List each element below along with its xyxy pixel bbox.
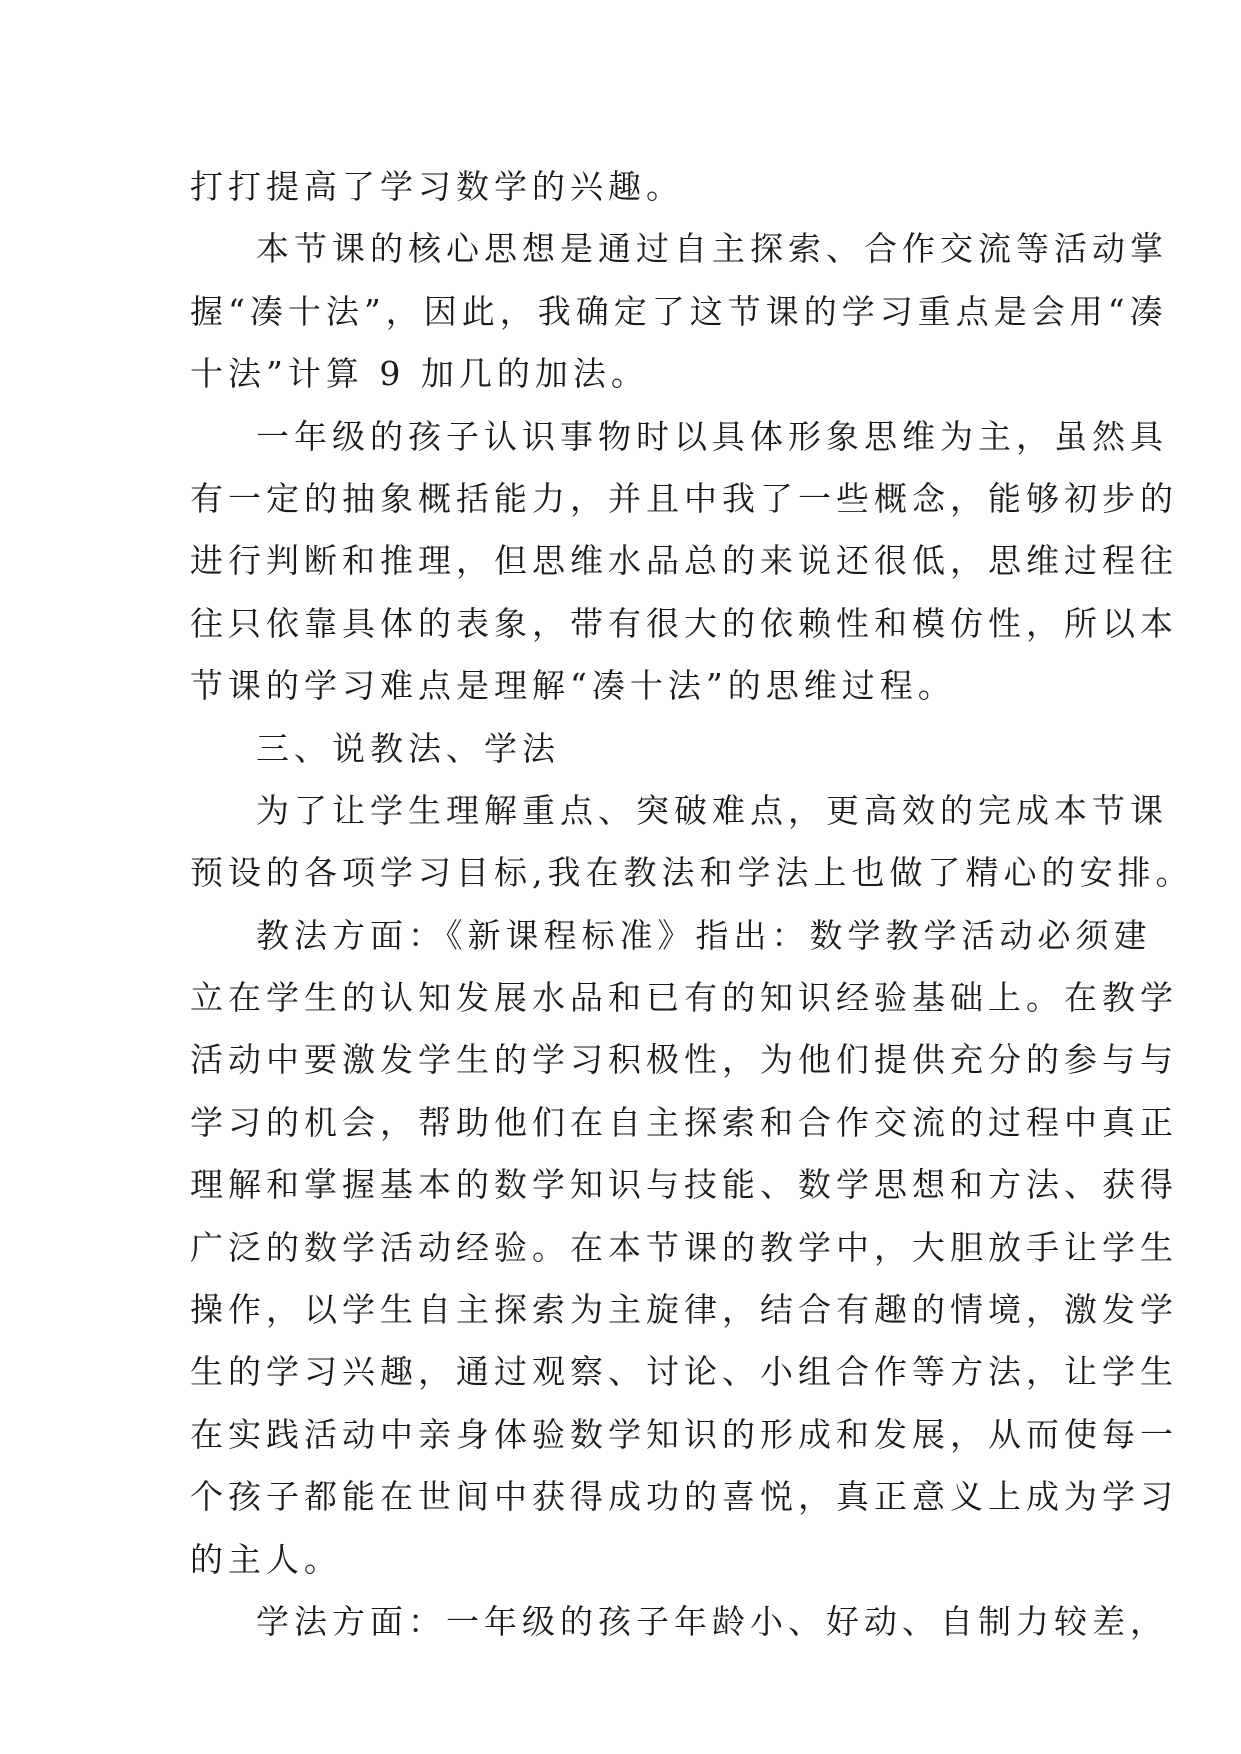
document-body — [190, 156, 1194, 1653]
text-line: 预设的各项学习目标,我在教法和学法上也做了精心的安排。 — [190, 853, 1194, 893]
text-line: 为了让学生理解重点、突破难点，更高效的完成本节课 — [256, 790, 1168, 830]
text-line: 一年级的孩子认识事物时以具体形象思维为主，虽然具 — [256, 416, 1168, 456]
text-line: 教法方面：《新课程标准》指出：数学教学活动必须建 — [256, 915, 1152, 955]
text-line: 广泛的数学活动经验。在本节课的教学中，大胆放手让学生 — [190, 1227, 1178, 1267]
text-line: 本节课的核心思想是通过自主探索、合作交流等活动掌 — [256, 229, 1168, 269]
text-line: 理解和掌握基本的数学知识与技能、数学思想和方法、获得 — [190, 1165, 1178, 1205]
text-line: 在实践活动中亲身体验数学知识的形成和发展，从而使每一 — [190, 1414, 1178, 1454]
text-line: 立在学生的认知发展水品和已有的知识经验基础上。在教学 — [190, 978, 1178, 1018]
text-line: 十法”计算 9 加几的加法。 — [190, 354, 649, 394]
text-line: 学法方面：一年级的孩子年龄小、好动、自制力较差， — [256, 1601, 1168, 1641]
text-line: 活动中要激发学生的学习积极性，为他们提供充分的参与与 — [190, 1040, 1178, 1080]
text-line: 有一定的抽象概括能力，并且中我了一些概念，能够初步的 — [190, 478, 1178, 518]
text-line: 个孩子都能在世间中获得成功的喜悦，真正意义上成为学习 — [190, 1477, 1178, 1517]
text-line: 进行判断和推理，但思维水品总的来说还很低，思维过程往 — [190, 541, 1178, 581]
text-line: 的主人。 — [190, 1539, 342, 1579]
text-line: 打打提高了学习数学的兴趣。 — [190, 167, 684, 206]
text-line: 握“凑十法”，因此，我确定了这节课的学习重点是会用“凑 — [190, 291, 1168, 331]
text-line: 往只依靠具体的表象，带有很大的依赖性和模仿性，所以本 — [190, 603, 1178, 643]
text-line: 生的学习兴趣，通过观察、讨论、小组合作等方法，让学生 — [190, 1352, 1178, 1392]
text-line: 节课的学习难点是理解“凑十法”的思维过程。 — [190, 666, 956, 706]
text-line: 学习的机会，帮助他们在自主探索和合作交流的过程中真正 — [190, 1102, 1178, 1142]
text-line: 操作，以学生自主探索为主旋律，结合有趣的情境，激发学 — [190, 1290, 1178, 1330]
text-line: 三、说教法、学法 — [256, 728, 560, 768]
